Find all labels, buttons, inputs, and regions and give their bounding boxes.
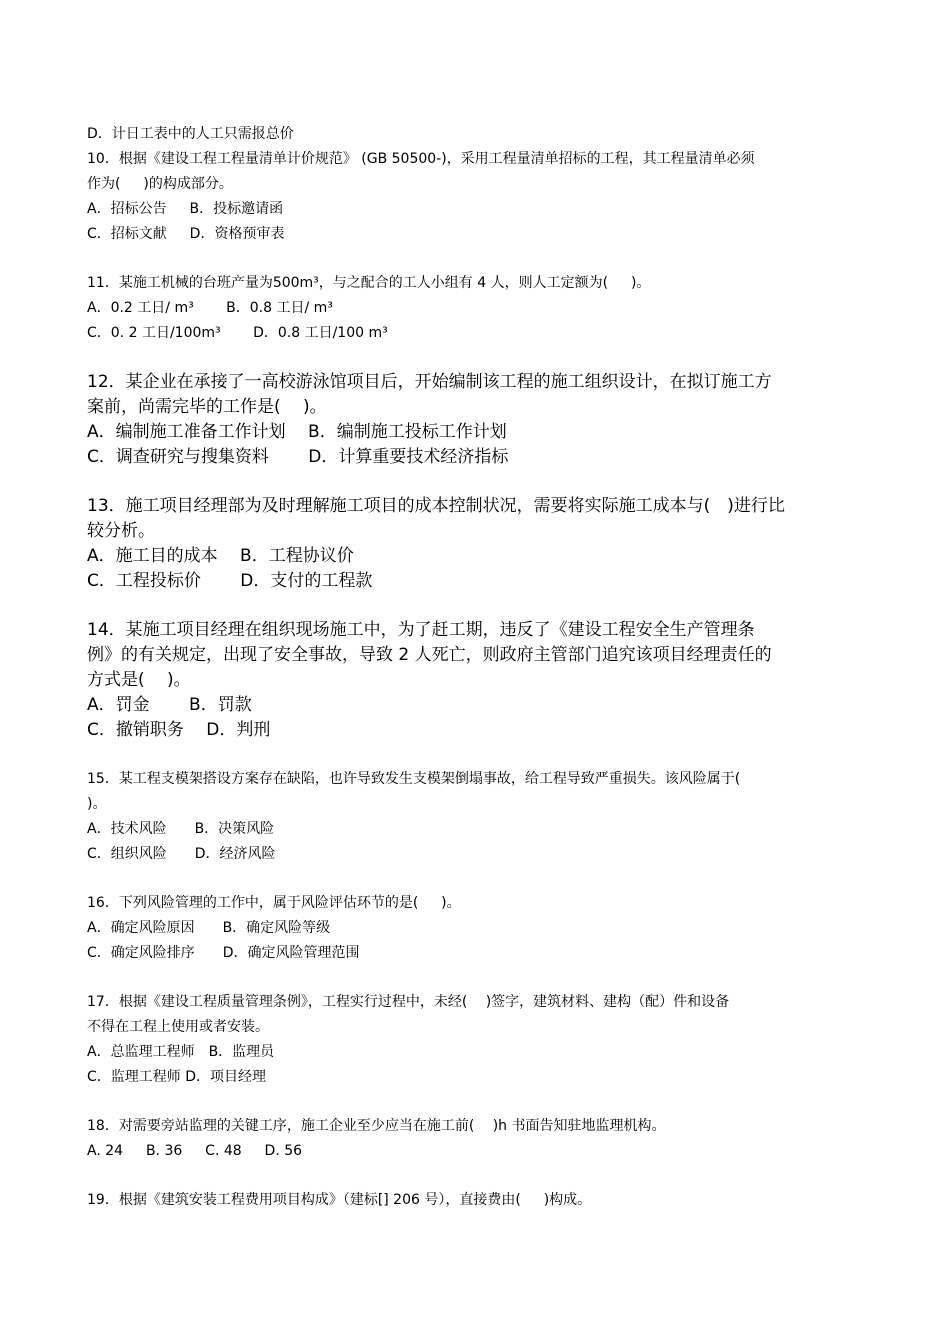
spacer [87, 743, 867, 767]
question-13-line-1: 13．施工项目经理部为及时理解施工项目的成本控制状况，需要将实际施工成本与( )进行比 [87, 496, 785, 516]
question-14-line-1: 14．某施工项目经理在组织现场施工中，为了赶工期，违反了《建设工程安全生产管理条 [87, 620, 755, 640]
question-13-options-ab: A．施工目的成本 B．工程协议价 [87, 546, 354, 566]
spacer [87, 594, 867, 618]
question-14-options-cd: C．撤销职务 D．判刑 [87, 720, 271, 740]
spacer [87, 1164, 867, 1188]
question-17-options-cd: C．监理工程师 D．项目经理 [87, 1069, 267, 1085]
spacer [87, 867, 867, 891]
spacer [87, 470, 867, 494]
question-18: 18．对需要旁站监理的关键工序，施工企业至少应当在施工前( )h 书面告知驻地监理机构。 [87, 1118, 666, 1134]
question-17-options-ab: A．总监理工程师 B．监理员 [87, 1044, 275, 1060]
document-page [87, 122, 867, 1213]
spacer [87, 247, 867, 271]
question-12-line-1: 12．某企业在承接了一高校游泳馆项目后，开始编制该工程的施工组织设计，在拟订施工方 [87, 372, 772, 392]
question-10-line-2: 作为( )的构成部分。 [87, 176, 233, 192]
question-14-options-ab: A．罚金 B．罚款 [87, 695, 252, 715]
question-19: 19．根据《建筑安装工程费用项目构成》（建标[] 206 号），直接费由( )构成。 [87, 1192, 592, 1208]
question-14-line-2: 例》的有关规定，出现了安全事故，导致 2 人死亡，则政府主管部门追究该项目经理责任的 [87, 645, 772, 665]
question-18-options: A. 24 B. 36 C. 48 D. 56 [87, 1143, 303, 1159]
text-line: D．计日工表中的人工只需报总价 [87, 126, 294, 142]
question-11: 11．某施工机械的台班产量为500m³，与之配合的工人小组有 4 人，则人工定额为( )。 [87, 275, 651, 291]
question-17-line-1: 17．根据《建设工程质量管理条例》，工程实行过程中，未经( )签字，建筑材料、建构（配）件和设备 [87, 994, 730, 1010]
question-12-line-2: 案前，尚需完毕的工作是( )。 [87, 397, 327, 417]
question-15-options-cd: C．组织风险 D．经济风险 [87, 846, 276, 862]
question-13-line-2: 较分析。 [87, 521, 155, 541]
spacer [87, 1090, 867, 1114]
spacer [87, 346, 867, 370]
question-15-line-2: )。 [87, 796, 107, 812]
question-16-options-ab: A．确定风险原因 B．确定风险等级 [87, 920, 331, 936]
question-14-line-3: 方式是( )。 [87, 670, 191, 690]
question-17-line-2: 不得在工程上使用或者安装。 [87, 1019, 269, 1035]
question-12-options-cd: C．调查研究与搜集资料 D．计算重要技术经济指标 [87, 447, 509, 467]
question-13-options-cd: C．工程投标价 D．支付的工程款 [87, 571, 373, 591]
question-15-line-1: 15．某工程支模架搭设方案存在缺陷，也许导致发生支模架倒塌事故，给工程导致严重损失。该风险属于( [87, 771, 741, 787]
question-10-line-1: 10．根据《建设工程工程量清单计价规范》 (GB 50500-)，采用工程量清单招标的工程，其工程量清单必须 [87, 151, 755, 167]
question-15-options-ab: A．技术风险 B．决策风险 [87, 821, 275, 837]
question-10-options-ab: A．招标公告 B．投标邀请函 [87, 201, 284, 217]
question-12-options-ab: A．编制施工准备工作计划 B．编制施工投标工作计划 [87, 422, 507, 442]
question-16-options-cd: C．确定风险排序 D．确定风险管理范围 [87, 945, 360, 961]
question-11-options-ab: A．0.2 工日/ m³ B．0.8 工日/ m³ [87, 300, 333, 316]
spacer [87, 966, 867, 990]
question-10-options-cd: C．招标文献 D．资格预审表 [87, 226, 285, 242]
question-16: 16．下列风险管理的工作中，属于风险评估环节的是( )。 [87, 895, 461, 911]
question-11-options-cd: C．0. 2 工日/100m³ D．0.8 工日/100 m³ [87, 325, 388, 341]
